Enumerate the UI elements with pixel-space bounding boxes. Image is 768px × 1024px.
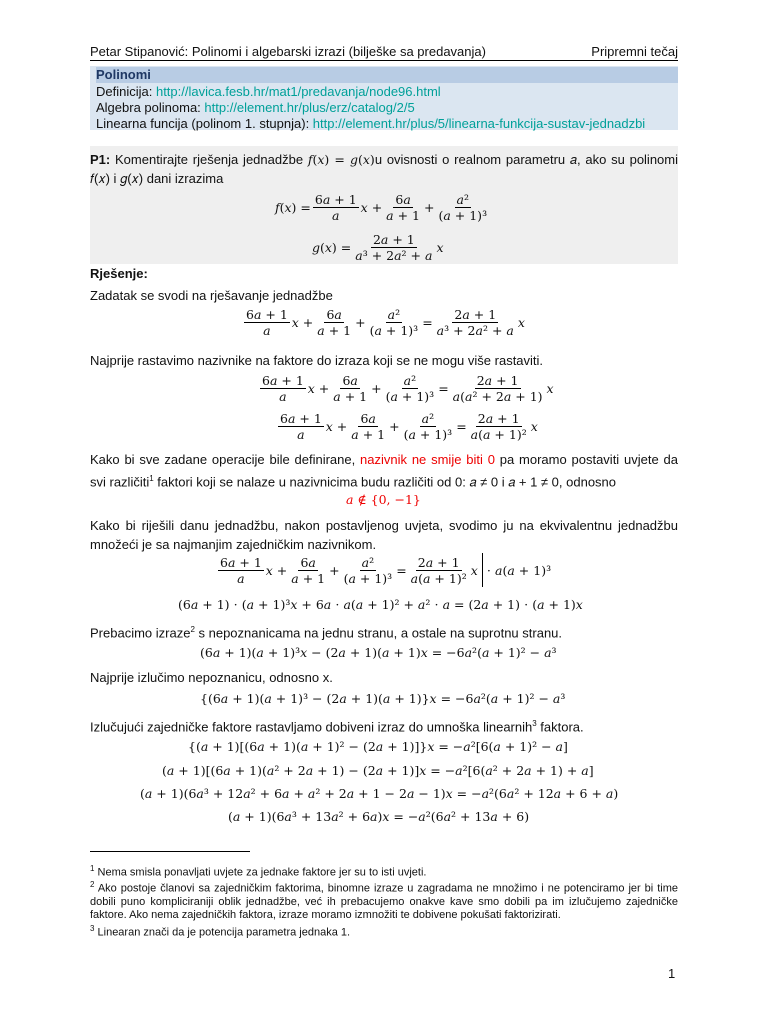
paragraph: Najprije izlučimo nepoznanicu, odnosno x. bbox=[90, 670, 333, 685]
equation-linear-1: {(𝑎 + 1)[(6𝑎 + 1)(𝑎 + 1)² − (2𝑎 + 1)]}𝑥 = −𝑎²[6(𝑎 + 1)² − 𝑎] bbox=[188, 739, 568, 754]
footnote: $^3$ Linearan znači da je potencija parametra jednaka 1. bbox=[90, 924, 351, 939]
definition-link[interactable]: http://lavica.fesb.hr/mat1/predavanja/node96.html bbox=[155, 84, 441, 99]
equation-lcd: $\frac{\text{6𝑎 + 1}}{\text{𝑎}}$ 𝑥 + $\frac{\text{6𝑎}}{\text{𝑎 + 1}}$ + $\frac{\text{𝑎²}}{\text{(𝑎 + 1)³}}$ = $\frac{\text{2𝑎 + 1}}{\text{𝑎(𝑎 + 1)²}}$ 𝑥 ⋅ 𝑎(𝑎 + 1)³ bbox=[220, 554, 552, 586]
algebra-link[interactable]: http://element.hr/plus/erz/catalog/2/5 bbox=[204, 100, 415, 115]
topic-box bbox=[90, 66, 678, 130]
f-definition: 𝑓(𝑥) = $\frac{\text{6𝑎 + 1}}{\text{𝑎}}$ 𝑥 + $\frac{\text{6𝑎}}{\text{𝑎 + 1}}$ + $\frac{\text{𝑎²}}{\text{(𝑎 + 1)³}}$ bbox=[275, 192, 488, 223]
paragraph: Najprije rastavimo nazivnike na faktore do izraza koji se ne mogu više rastaviti. bbox=[90, 353, 544, 368]
footnote-ref: 2 bbox=[190, 625, 195, 634]
header-title: Petar Stipanović: Polinomi i algebarski izrazi (bilješke sa predavanja) bbox=[90, 44, 486, 59]
topic-link-row bbox=[96, 100, 415, 116]
footnote-ref: 3 bbox=[532, 719, 537, 728]
paragraph: Kako bi riješili danu jednadžbu, nakon postavljenog uvjeta, svodimo ju na ekvivalentnu jednadžbu množeći je sa najmanjim zajedničkim nazivnikom. bbox=[90, 518, 678, 552]
equation-main: $\frac{\text{6𝑎 + 1}}{\text{𝑎}}$ 𝑥 + $\frac{\text{6𝑎}}{\text{𝑎 + 1}}$ + $\frac{\text{𝑎²}}{\text{(𝑎 + 1)³}}$ = $\frac{\text{2𝑎 + 1}}{\text{𝑎³ + 2𝑎² + 𝑎}}$ 𝑥 bbox=[246, 307, 525, 338]
solution-heading: Rješenje: bbox=[90, 266, 148, 281]
equation-factor-1: $\frac{\text{6𝑎 + 1}}{\text{𝑎}}$ 𝑥 + $\frac{\text{6𝑎}}{\text{𝑎 + 1}}$ + $\frac{\text{𝑎²}}{\text{(𝑎 + 1)³}}$ = $\frac{\text{2𝑎 + 1}}{\text{𝑎(𝑎² + 2𝑎 + 1)}}$ 𝑥 bbox=[262, 373, 554, 404]
equation-linear-3: (𝑎 + 1)(6𝑎³ + 12𝑎² + 6𝑎 + 𝑎² + 2𝑎 + 1 − 2𝑎 − 1)𝑥 = −𝑎²(6𝑎² + 12𝑎 + 6 + 𝑎) bbox=[140, 786, 619, 801]
problem-label: P1: bbox=[90, 152, 111, 167]
problem-equation: 𝑓(𝑥) = 𝑔(𝑥) bbox=[307, 152, 375, 167]
topic-title: Polinomi bbox=[96, 67, 678, 83]
equation-linear-2: (𝑎 + 1)[(6𝑎 + 1)(𝑎² + 2𝑎 + 1) − (2𝑎 + 1)]𝑥 = −𝑎²[6(𝑎² + 2𝑎 + 1) + 𝑎] bbox=[162, 763, 594, 778]
equation-linear-4: (𝑎 + 1)(6𝑎³ + 13𝑎² + 6𝑎)𝑥 = −𝑎²(6𝑎² + 13𝑎 + 6) bbox=[228, 809, 530, 824]
problem-statement bbox=[90, 150, 678, 188]
paragraph: Zadatak se svodi na rješavanje jednadžbe bbox=[90, 288, 333, 303]
equation-multiplied: (6𝑎 + 1) ⋅ (𝑎 + 1)³𝑥 + 6𝑎 ⋅ 𝑎(𝑎 + 1)² + 𝑎² ⋅ 𝑎 = (2𝑎 + 1) ⋅ (𝑎 + 1)𝑥 bbox=[178, 597, 583, 612]
g-definition: 𝑔(𝑥) = $\frac{\text{2𝑎 + 1}}{\text{𝑎³ + 2𝑎² + 𝑎}}$ 𝑥 bbox=[312, 232, 444, 263]
footnote: $^2$ Ako postoje članovi sa zajedničkim faktorima, binomne izraze u zagradama ne množimo i ne potenciramo jer bi time dobili puno kompliciraniji oblik jednadžbe, već ih prebacujemo onakve kave smo dobili pa im izlučujemo zajedničke faktore. Ako nema zajedničkih faktora, izraze moramo izmnožiti te dobivene pokušati faktorizirati. bbox=[90, 880, 678, 921]
topic-link-row bbox=[96, 116, 645, 132]
footnote-ref: 1 bbox=[149, 474, 154, 483]
paragraph-move: Prebacimo izraze$^2$ s nepoznanicama na jednu stranu, a ostale na suprotnu stranu. bbox=[90, 625, 563, 641]
problem-text: Komentirajte rješenja jednadžbe bbox=[110, 152, 308, 167]
paragraph-linear: Izlučujući zajedničke faktore rastavljamo dobiveni izraz do umnoška linearnih$^3$ faktora. bbox=[90, 719, 584, 735]
problem-text: u ovisnosti o realnom parametru 𝑎, ako su polinomi 𝑓(𝑥) i 𝑔(𝑥) dani izrazima bbox=[90, 152, 679, 186]
link-label: Linearna funcija (polinom 1. stupnja): bbox=[96, 116, 313, 131]
page-header bbox=[90, 44, 678, 61]
footnote-divider bbox=[90, 851, 250, 852]
page-number: 1 bbox=[668, 966, 676, 981]
problem-box bbox=[90, 146, 678, 264]
linear-function-link[interactable]: http://element.hr/plus/5/linearna-funkcija-sustav-jednadzbi bbox=[312, 116, 646, 131]
paragraph-conditions: Kako bi sve zadane operacije bile definirane, nazivnik ne smije biti 0 pa moramo postaviti uvjete da svi različiti$^1$ faktori koji se nalaze u nazivnicima budu različiti od 0: 𝑎 ≠ 0 i 𝑎 + 1 ≠ 0, odnosno bbox=[90, 452, 678, 490]
topic-link-row bbox=[96, 84, 441, 100]
link-label: Algebra polinoma: bbox=[96, 100, 205, 115]
highlight-text: nazivnik ne smije biti 0 bbox=[360, 452, 495, 467]
link-label: Definicija: bbox=[96, 84, 156, 99]
equation-factor-2: $\frac{\text{6𝑎 + 1}}{\text{𝑎}}$ 𝑥 + $\frac{\text{6𝑎}}{\text{𝑎 + 1}}$ + $\frac{\text{𝑎²}}{\text{(𝑎 + 1)³}}$ = $\frac{\text{2𝑎 + 1}}{\text{𝑎(𝑎 + 1)²}}$ 𝑥 bbox=[280, 411, 538, 442]
equation-moved: (6𝑎 + 1)(𝑎 + 1)³𝑥 − (2𝑎 + 1)(𝑎 + 1)𝑥 = −6𝑎²(𝑎 + 1)² − 𝑎³ bbox=[200, 645, 557, 660]
equation-factored: {(6𝑎 + 1)(𝑎 + 1)³ − (2𝑎 + 1)(𝑎 + 1)}𝑥 = −6𝑎²(𝑎 + 1)² − 𝑎³ bbox=[200, 691, 566, 706]
condition: 𝑎 ∉ {0, −1} bbox=[346, 492, 421, 507]
header-course: Pripremni tečaj bbox=[591, 44, 678, 59]
footnote: $^1$ Nema smisla ponavljati uvjete za jednake faktore jer su to isti uvjeti. bbox=[90, 864, 427, 879]
